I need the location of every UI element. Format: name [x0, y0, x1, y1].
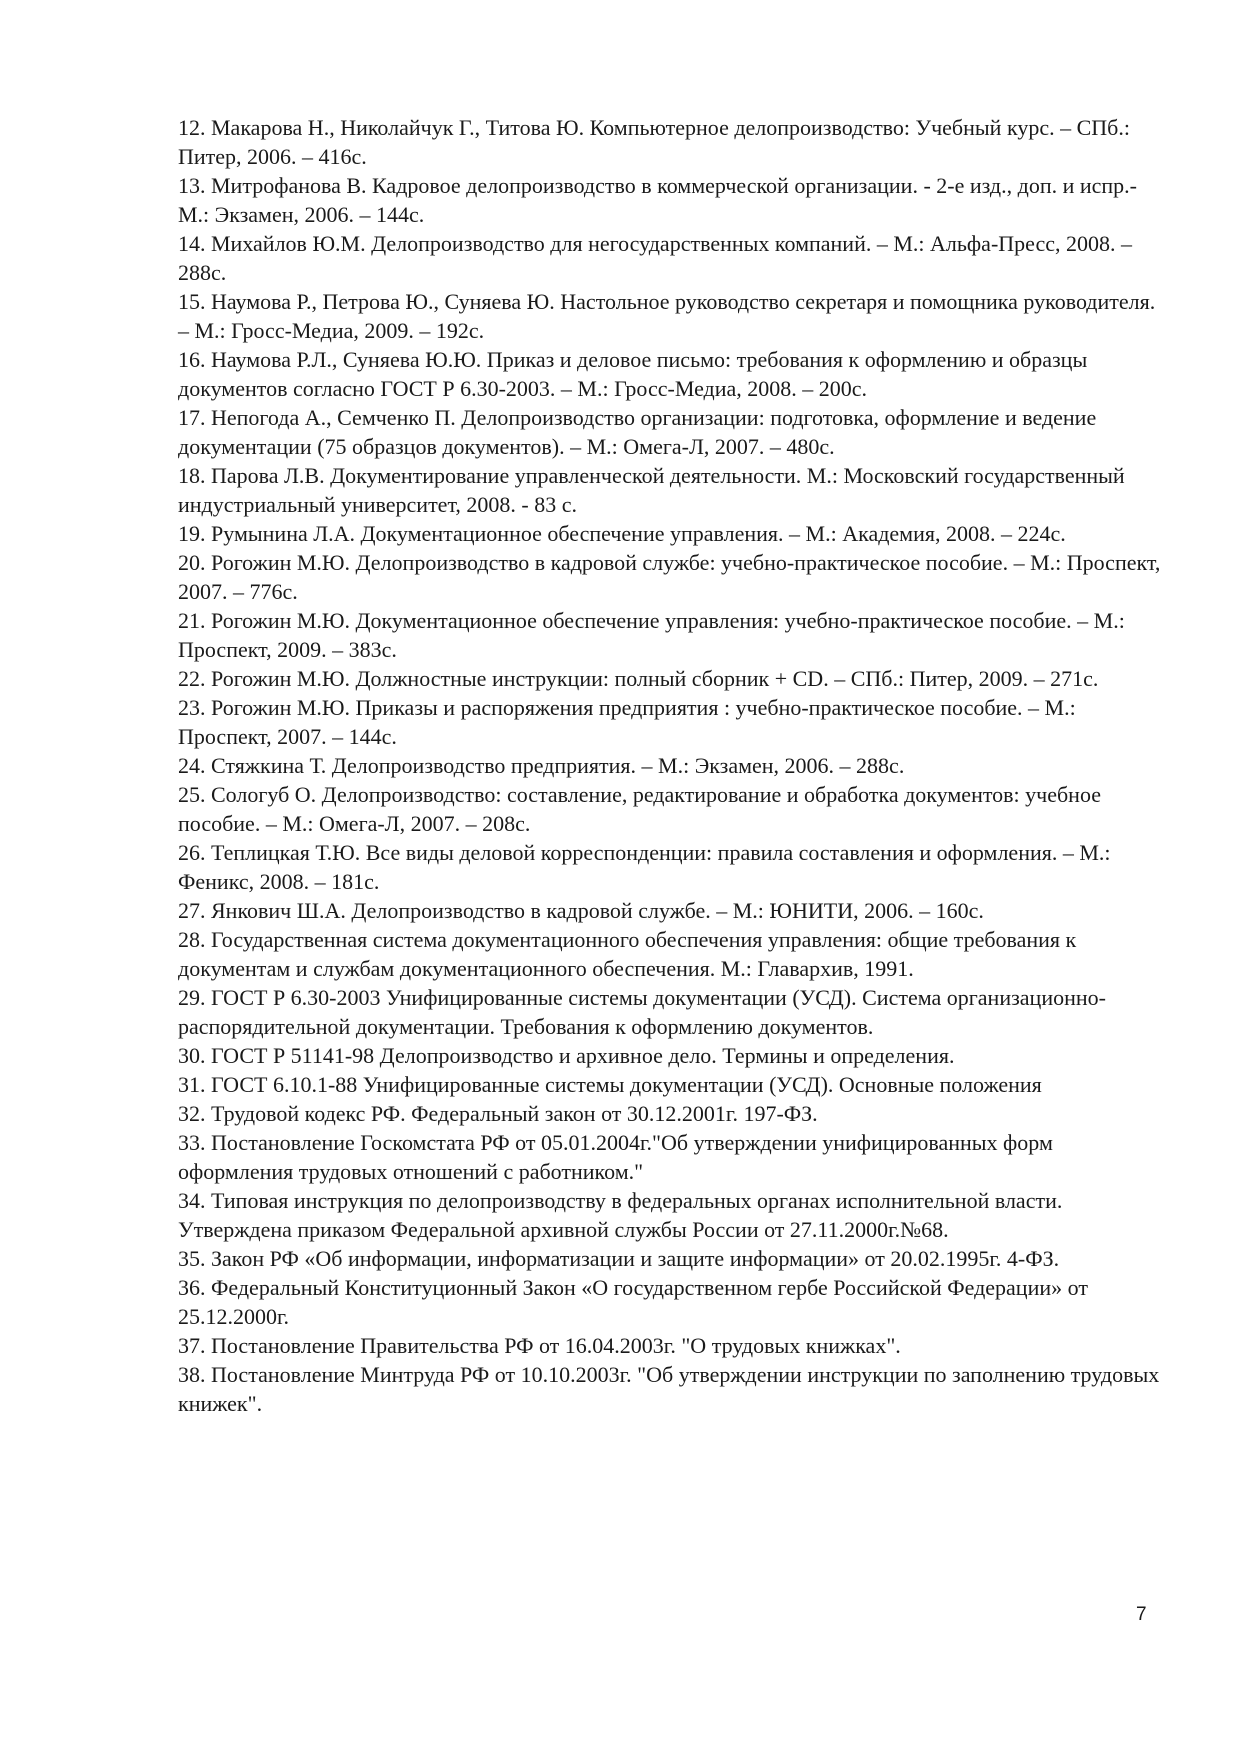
reference-item: 12. Макарова Н., Николайчук Г., Титова Ю. Компьютерное делопроизводство: Учебный курс. – СПб.: Питер, 2006. – 416с.: [178, 115, 1130, 169]
reference-item: 22. Рогожин М.Ю. Должностные инструкции: полный сборник + CD. – СПб.: Питер, 2009. – 271с.: [178, 666, 1099, 691]
page-number: 7: [1136, 1604, 1147, 1625]
reference-item: 32. Трудовой кодекс РФ. Федеральный закон от 30.12.2001г. 197-ФЗ.: [178, 1101, 818, 1126]
reference-item: 24. Стяжкина Т. Делопроизводство предприятия. – М.: Экзамен, 2006. – 288с.: [178, 753, 905, 778]
reference-item: 21. Рогожин М.Ю. Документационное обеспечение управления: учебно-практическое пособие. – М.: Проспект, 2009. – 383с.: [178, 608, 1125, 662]
reference-item: 13. Митрофанова В. Кадровое делопроизводство в коммерческой организации. - 2-е изд., доп. и испр.- М.: Экзамен, 2006. – 144с.: [178, 173, 1137, 227]
reference-item: 23. Рогожин М.Ю. Приказы и распоряжения предприятия : учебно-практическое пособие. – М.: Проспект, 2007. – 144с.: [178, 695, 1076, 749]
reference-item: 38. Постановление Минтруда РФ от 10.10.2003г. "Об утверждении инструкции по заполнению трудовых книжек".: [178, 1362, 1160, 1416]
reference-item: 31. ГОСТ 6.10.1-88 Унифицированные системы документации (УСД). Основные положения: [178, 1072, 1042, 1097]
reference-item: 16. Наумова Р.Л., Суняева Ю.Ю. Приказ и деловое письмо: требования к оформлению и образцы документов согласно ГОСТ Р 6.30-2003. – М.: Гросс-Медиа, 2008. – 200с.: [178, 347, 1088, 401]
reference-item: 19. Румынина Л.А. Документационное обеспечение управления. – М.: Академия, 2008. – 224с.: [178, 521, 1066, 546]
reference-item: 20. Рогожин М.Ю. Делопроизводство в кадровой службе: учебно-практическое пособие. – М.: Проспект, 2007. – 776с.: [178, 550, 1161, 604]
reference-item: 26. Теплицкая Т.Ю. Все виды деловой корреспонденции: правила составления и оформления. – М.: Феникс, 2008. – 181с.: [178, 840, 1111, 894]
reference-item: 15. Наумова Р., Петрова Ю., Суняева Ю. Настольное руководство секретаря и помощника руководителя. – М.: Гросс-Медиа, 2009. – 192с.: [178, 289, 1156, 343]
reference-item: 17. Непогода А., Семченко П. Делопроизводство организации: подготовка, оформление и ведение документации (75 образцов документов). – М.: Омега-Л, 2007. – 480с.: [178, 405, 1097, 459]
reference-item: 36. Федеральный Конституционный Закон «О государственном гербе Российской Федерации» от 25.12.2000г.: [178, 1275, 1088, 1329]
reference-item: 35. Закон РФ «Об информации, информатизации и защите информации» от 20.02.1995г. 4-ФЗ.: [178, 1246, 1060, 1271]
bibliography-list: [178, 113, 1163, 1418]
reference-item: 34. Типовая инструкция по делопроизводству в федеральных органах исполнительной власти. Утверждена приказом Федеральной архивной службы России от 27.11.2000г.№68.: [178, 1188, 1063, 1242]
reference-item: 25. Сологуб О. Делопроизводство: составление, редактирование и обработка документов: учебное пособие. – М.: Омега-Л, 2007. – 208с.: [178, 782, 1101, 836]
reference-item: 30. ГОСТ Р 51141-98 Делопроизводство и архивное дело. Термины и определения.: [178, 1043, 955, 1068]
reference-item: 29. ГОСТ Р 6.30-2003 Унифицированные системы документации (УСД). Система организационно-распорядительной документации. Требования к оформлению документов.: [178, 985, 1106, 1039]
reference-item: 37. Постановление Правительства РФ от 16.04.2003г. "О трудовых книжках".: [178, 1333, 901, 1358]
reference-item: 28. Государственная система документационного обеспечения управления: общие требования к документам и службам документационного обеспечения. М.: Главархив, 1991.: [178, 927, 1077, 981]
reference-item: 27. Янкович Ш.А. Делопроизводство в кадровой службе. – М.: ЮНИТИ, 2006. – 160с.: [178, 898, 984, 923]
reference-item: 33. Постановление Госкомстата РФ от 05.01.2004г."Об утверждении унифицированных форм оформления трудовых отношений с работником.": [178, 1130, 1053, 1184]
reference-item: 18. Парова Л.В. Документирование управленческой деятельности. М.: Московский государственный индустриальный университет, 2008. - 83 с.: [178, 463, 1125, 517]
reference-item: 14. Михайлов Ю.М. Делопроизводство для негосударственных компаний. – М.: Альфа-Пресс, 2008. – 288с.: [178, 231, 1133, 285]
